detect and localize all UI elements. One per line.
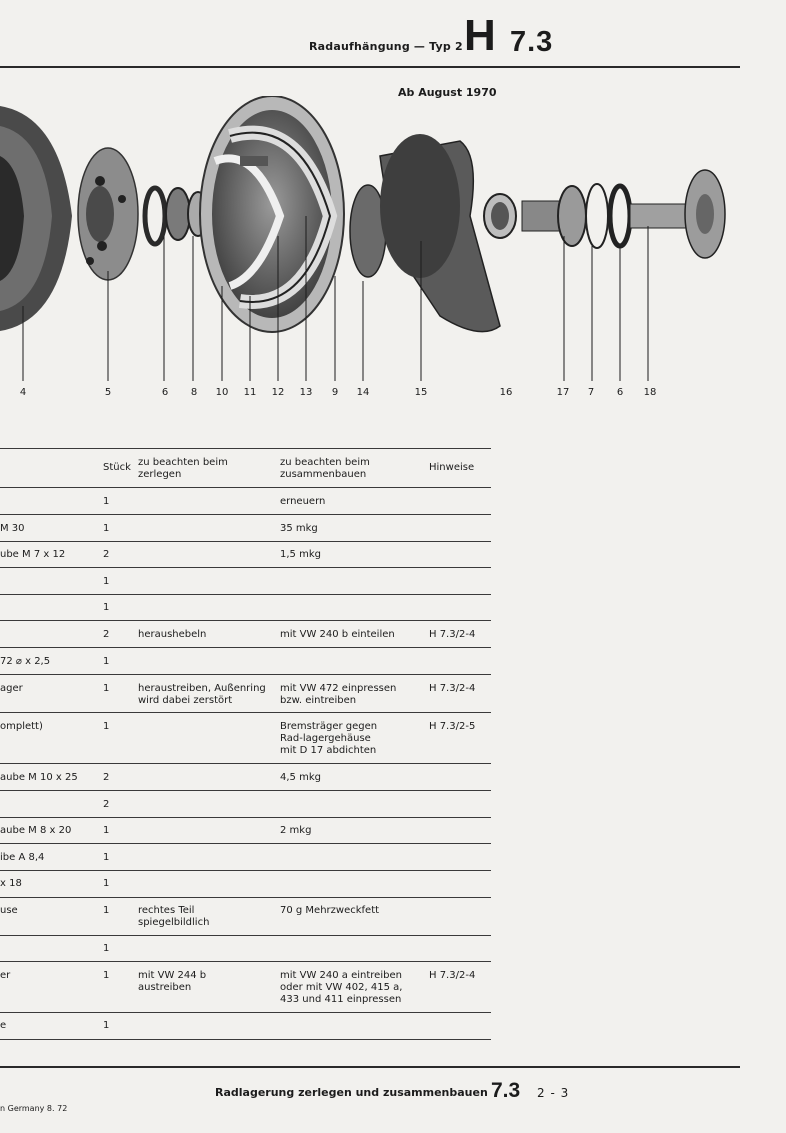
section-letter: H — [464, 11, 496, 60]
callout-8: 8 — [190, 387, 198, 398]
row-qty: 2 — [103, 799, 110, 810]
callout-14: 14 — [356, 387, 370, 398]
row-divider — [0, 620, 491, 621]
row-qty: 1 — [103, 905, 110, 916]
row-desc: ager — [0, 683, 23, 694]
callout-18: 18 — [643, 387, 657, 398]
header-rule — [0, 66, 740, 68]
stub-axle — [630, 170, 725, 258]
callout-10: 10 — [215, 387, 229, 398]
row-assembly: 2 mkg — [280, 825, 312, 836]
row-disassembly: rechtes Teil spiegelbildlich — [138, 905, 210, 928]
header-assembly: zu beachten beim zusammenbauen — [280, 457, 370, 480]
row-desc: x 18 — [0, 878, 22, 889]
subtitle: Ab August 1970 — [398, 86, 497, 99]
row-desc: er — [0, 970, 11, 981]
row-divider — [0, 541, 491, 542]
row-divider — [0, 843, 491, 844]
row-divider — [0, 897, 491, 898]
callout-13: 13 — [299, 387, 313, 398]
row-desc: ibe A 8,4 — [0, 852, 45, 863]
row-assembly: erneuern — [280, 496, 326, 507]
row-disassembly: heraushebeln — [138, 629, 207, 640]
row-qty: 1 — [103, 721, 110, 732]
row-desc: M 30 — [0, 523, 25, 534]
row-desc: use — [0, 905, 18, 916]
row-divider — [0, 763, 491, 764]
callout-6a: 6 — [161, 387, 169, 398]
header-title: Radaufhängung — Typ 2 — [309, 40, 463, 53]
row-note: H 7.3/2-4 — [429, 970, 476, 981]
row-qty: 1 — [103, 878, 110, 889]
row-desc: 72 ⌀ x 2,5 — [0, 656, 51, 667]
row-assembly: mit VW 240 a eintreiben oder mit VW 402, 415 a, 433 und 411 einpressen — [280, 970, 403, 1005]
callout-16: 16 — [499, 387, 513, 398]
row-divider — [0, 1012, 491, 1013]
row-desc: aube M 8 x 20 — [0, 825, 72, 836]
row-assembly: mit VW 472 einpressen bzw. eintreiben — [280, 683, 397, 706]
row-disassembly: heraustreiben, Außenring wird dabei zerstört — [138, 683, 266, 706]
callout-15: 15 — [414, 387, 428, 398]
header-qty: Stück — [103, 462, 131, 473]
row-divider — [0, 961, 491, 962]
row-divider — [0, 647, 491, 648]
row-qty: 2 — [103, 629, 110, 640]
row-divider — [0, 712, 491, 713]
row-assembly: mit VW 240 b einteilen — [280, 629, 395, 640]
row-qty: 1 — [103, 602, 110, 613]
row-divider — [0, 935, 491, 936]
row-note: H 7.3/2-5 — [429, 721, 476, 732]
row-qty: 1 — [103, 496, 110, 507]
row-qty: 1 — [103, 1020, 110, 1031]
row-divider — [0, 594, 491, 595]
row-divider — [0, 514, 491, 515]
row-assembly: 4,5 mkg — [280, 772, 321, 783]
row-note: H 7.3/2-4 — [429, 683, 476, 694]
callout-11: 11 — [243, 387, 257, 398]
row-desc: omplett) — [0, 721, 43, 732]
section-number: 7.3 — [510, 26, 554, 58]
page-number: 2 - 3 — [537, 1086, 570, 1100]
callout-9: 9 — [331, 387, 339, 398]
row-qty: 1 — [103, 656, 110, 667]
exploded-view-illustration — [0, 96, 740, 396]
row-qty: 2 — [103, 772, 110, 783]
row-assembly: 1,5 mkg — [280, 549, 321, 560]
row-divider — [0, 674, 491, 675]
footer-title: Radlagerung zerlegen und zusammenbauen — [215, 1086, 488, 1099]
row-qty: 1 — [103, 683, 110, 694]
callout-17: 17 — [556, 387, 570, 398]
brake-drum — [0, 106, 72, 331]
row-assembly: 70 g Mehrzweckfett — [280, 905, 380, 916]
row-qty: 1 — [103, 943, 110, 954]
table-rule-bottom — [0, 1039, 491, 1040]
row-desc: aube M 10 x 25 — [0, 772, 78, 783]
footer-rule — [0, 1066, 740, 1068]
table-rule-header — [0, 487, 491, 488]
row-qty: 1 — [103, 523, 110, 534]
header-disassembly: zu beachten beim zerlegen — [138, 457, 228, 480]
table-rule-top — [0, 448, 491, 449]
row-assembly: Bremsträger gegen Rad-lagergehäuse mit D 17 abdichten — [280, 721, 378, 756]
header-notes: Hinweise — [429, 462, 475, 473]
row-qty: 1 — [103, 852, 110, 863]
callout-7: 7 — [587, 387, 595, 398]
row-qty: 1 — [103, 970, 110, 981]
row-assembly: 35 mkg — [280, 523, 318, 534]
row-divider — [0, 870, 491, 871]
row-desc: ube M 7 x 12 — [0, 549, 66, 560]
row-qty: 1 — [103, 576, 110, 587]
row-disassembly: mit VW 244 b austreiben — [138, 970, 207, 993]
callout-5: 5 — [104, 387, 112, 398]
row-note: H 7.3/2-4 — [429, 629, 476, 640]
wheel-hub — [78, 148, 138, 280]
row-divider — [0, 817, 491, 818]
footer-section-number: 7.3 — [491, 1079, 521, 1102]
row-divider — [0, 567, 491, 568]
callout-6b: 6 — [616, 387, 624, 398]
row-divider — [0, 790, 491, 791]
bearing-housing — [350, 134, 500, 332]
row-qty: 1 — [103, 825, 110, 836]
callout-4: 4 — [19, 387, 27, 398]
row-qty: 2 — [103, 549, 110, 560]
row-desc: e — [0, 1020, 7, 1031]
printed-in-note: n Germany 8. 72 — [0, 1104, 68, 1113]
callout-12: 12 — [271, 387, 285, 398]
